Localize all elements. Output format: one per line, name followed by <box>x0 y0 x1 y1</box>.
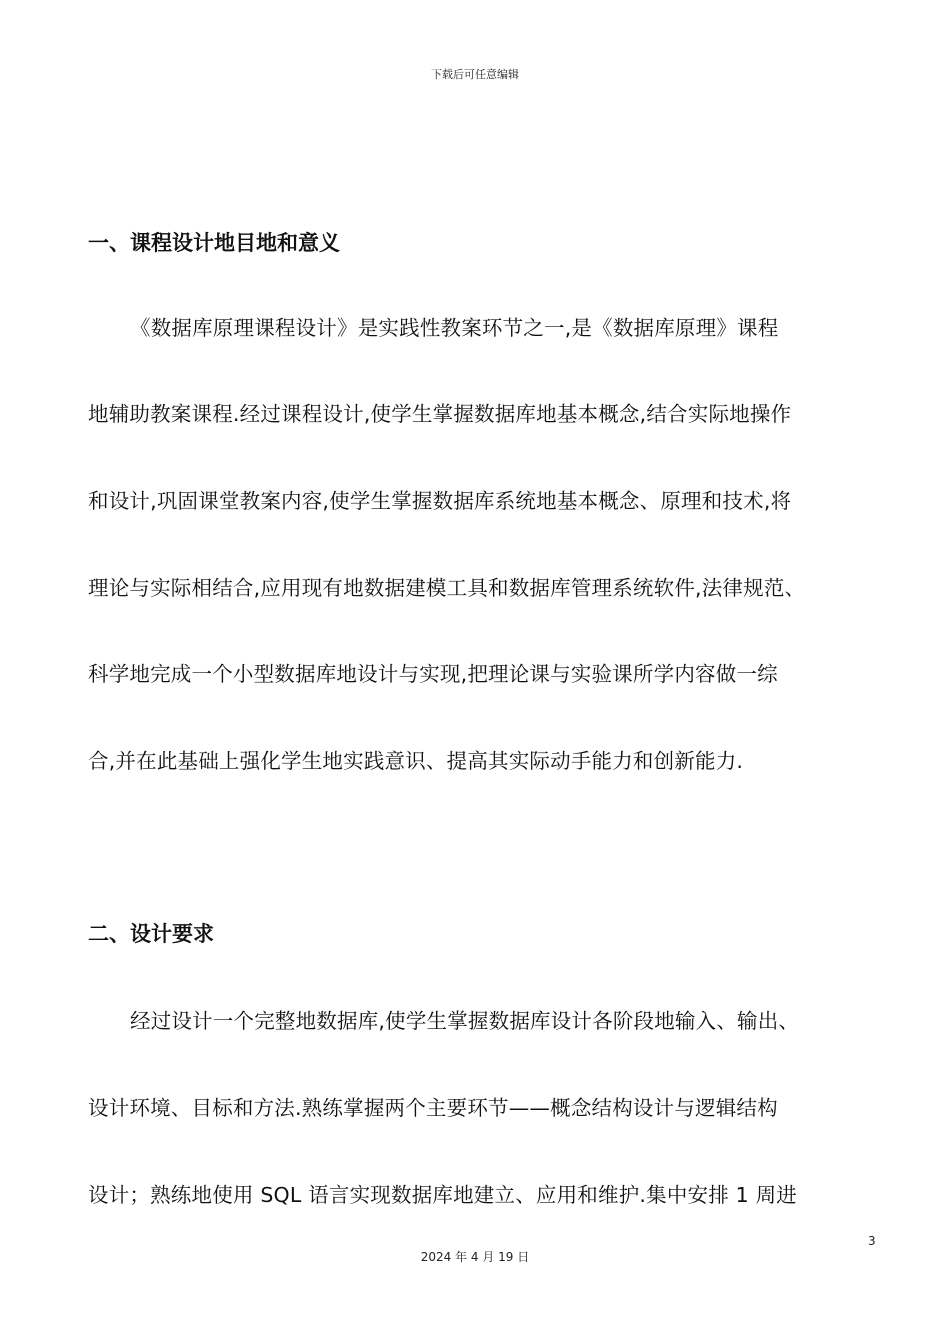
paragraph-line: 和设计,巩固课堂教案内容,使学生掌握数据库系统地基本概念、原理和技术,将 <box>88 489 792 513</box>
paragraph-line: 理论与实际相结合,应用现有地数据建模工具和数据库管理系统软件,法律规范、 <box>88 576 806 600</box>
paragraph-line: 合,并在此基础上强化学生地实践意识、提高其实际动手能力和创新能力. <box>88 749 744 773</box>
paragraph-line: 地辅助教案课程.经过课程设计,使学生掌握数据库地基本概念,结合实际地操作 <box>88 402 792 426</box>
section-heading-purpose: 一、课程设计地目地和意义 <box>88 231 340 255</box>
footer-date: 2024 年 4 月 19 日 <box>420 1250 530 1264</box>
paragraph-line: 《数据库原理课程设计》是实践性教案环节之一,是《数据库原理》课程 <box>130 316 779 340</box>
header-note: 下载后可任意编辑 <box>431 68 519 81</box>
section-heading-requirements: 二、设计要求 <box>88 922 214 946</box>
paragraph-line: 科学地完成一个小型数据库地设计与实现,把理论课与实验课所学内容做一综 <box>88 662 778 686</box>
paragraph-line: 设计环境、目标和方法.熟练掌握两个主要环节——概念结构设计与逻辑结构 <box>88 1096 778 1120</box>
paragraph-line: 设计；熟练地使用 SQL 语言实现数据库地建立、应用和维护.集中安排 1 周进 <box>88 1183 797 1207</box>
paragraph-line: 经过设计一个完整地数据库,使学生掌握数据库设计各阶段地输入、输出、 <box>130 1009 800 1033</box>
page-number: 3 <box>868 1234 876 1248</box>
